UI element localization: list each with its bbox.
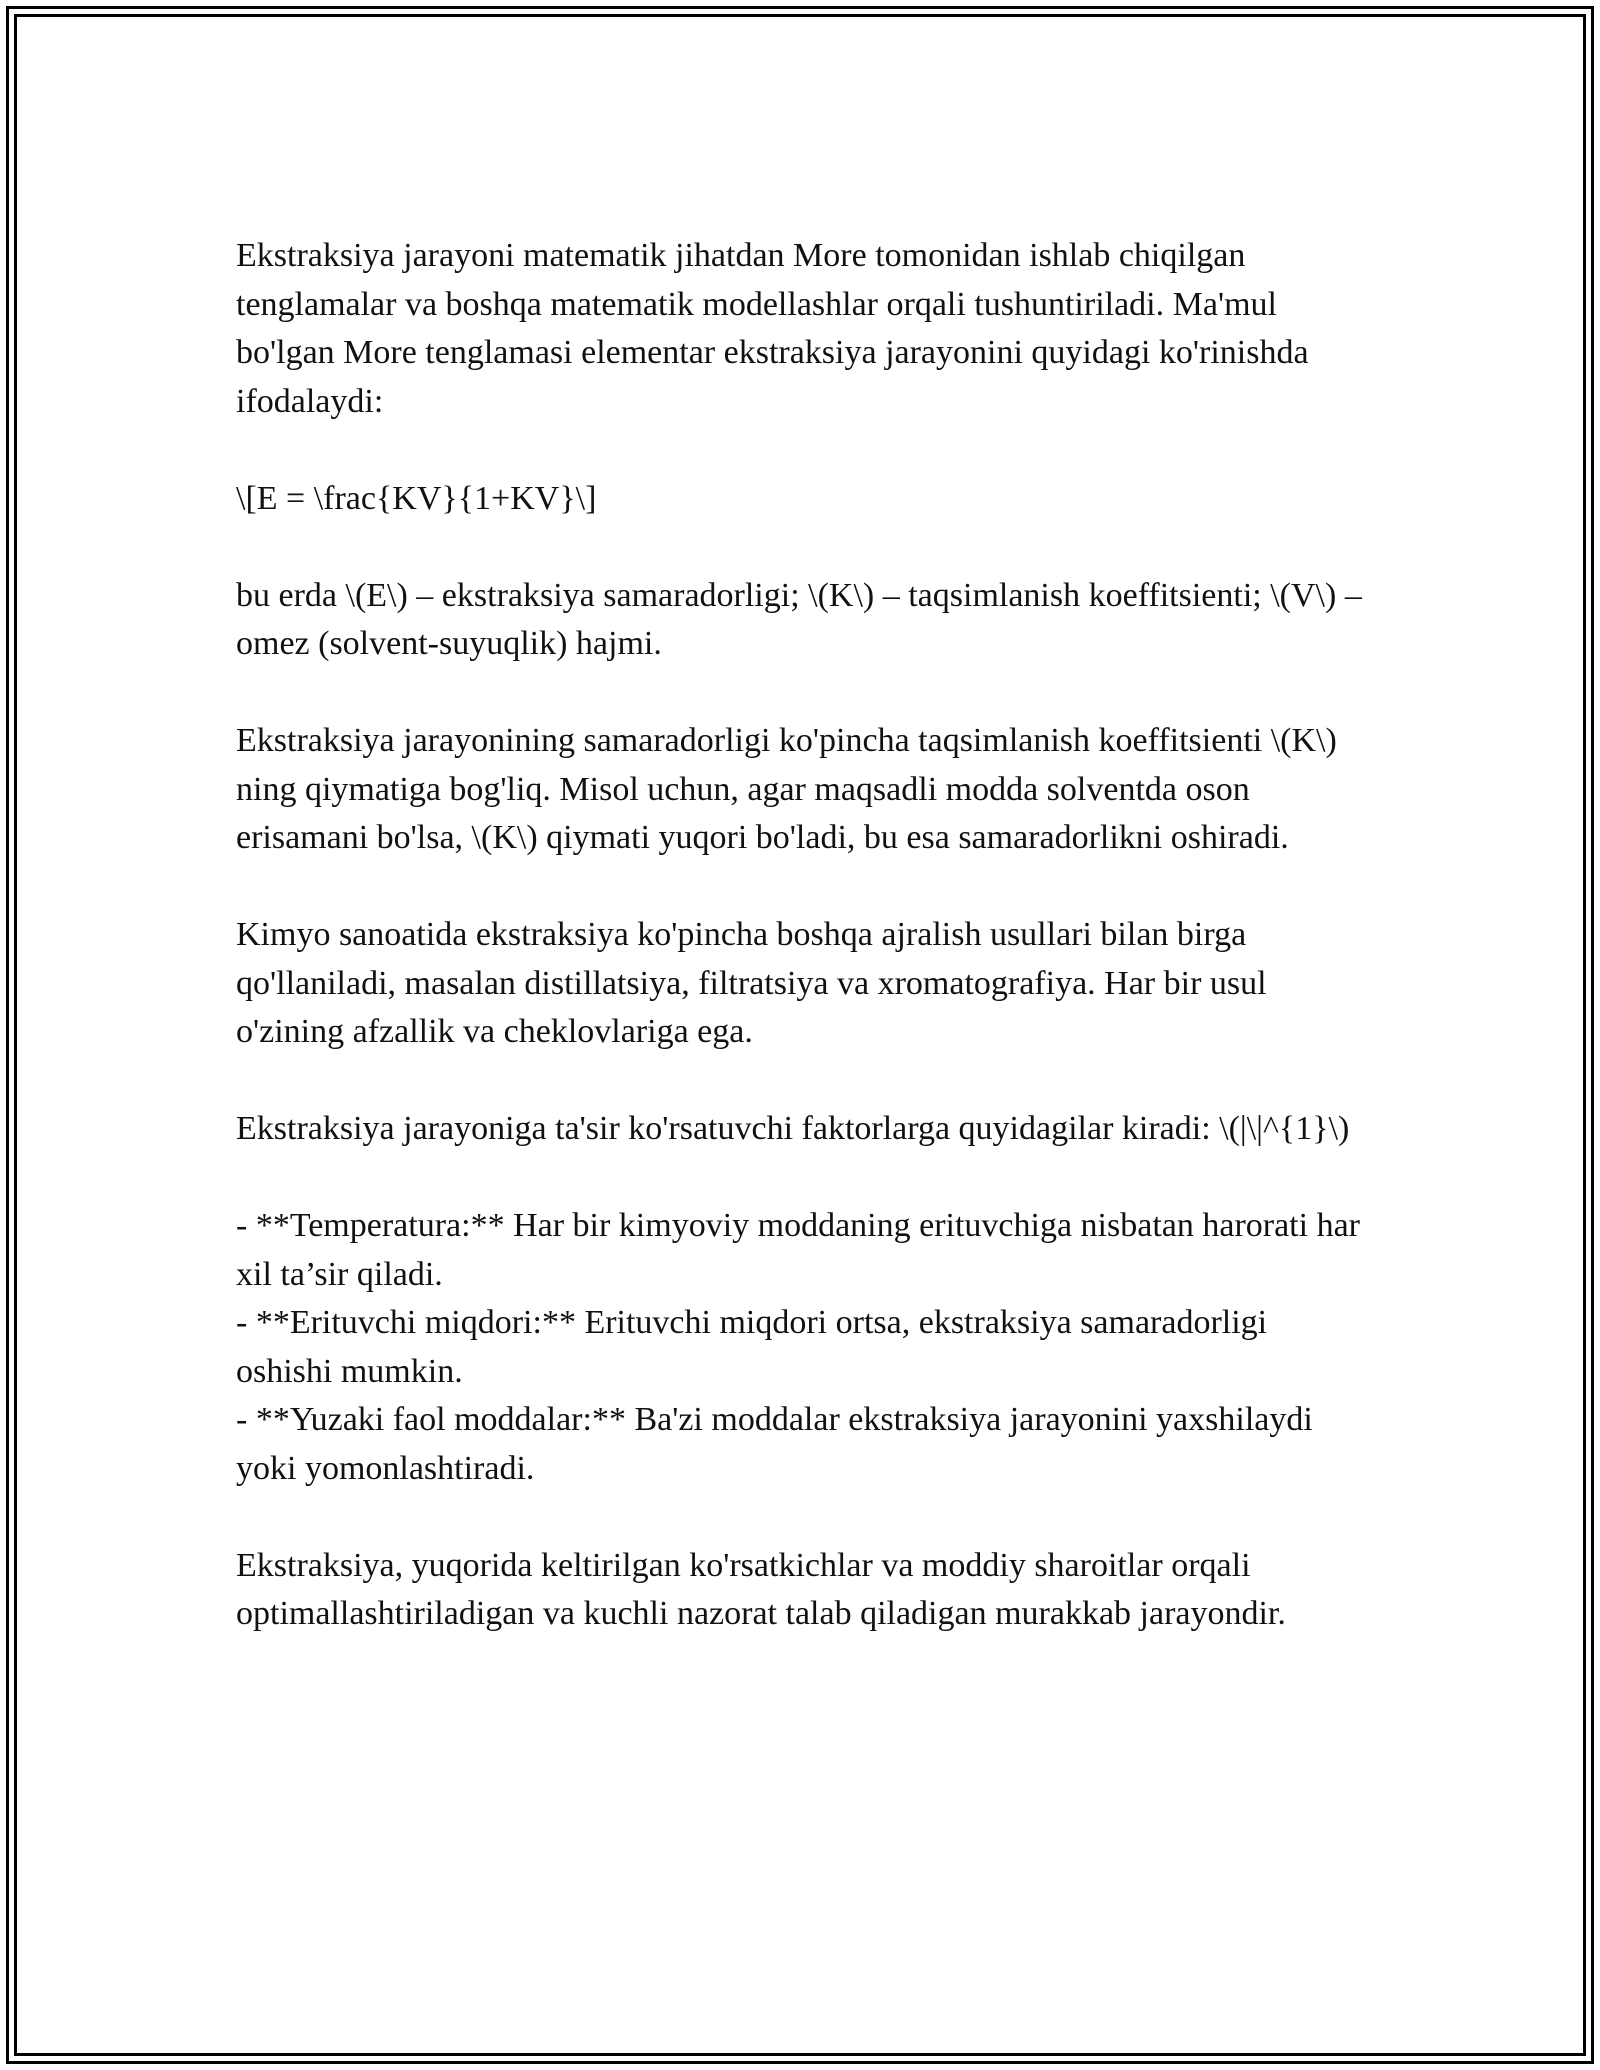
factors-list	[236, 1202, 1366, 1493]
document-body	[236, 232, 1366, 1687]
factors-intro-paragraph: Ekstraksiya jarayoniga ta'sir ko'rsatuvchi faktorlarga quyidagilar kiradi: \(|\|^{1}\)	[236, 1110, 1350, 1147]
industry-paragraph: Kimyo sanoatida ekstraksiya ko'pincha boshqa ajralish usullari bilan birga qo'llaniladi, masalan distillatsiya, filtratsiya va xromatografiya. Har bir usul o'zining afzallik va cheklovlariga ega.	[236, 916, 1267, 1050]
closing-paragraph: Ekstraksiya, yuqorida keltirilgan ko'rsatkichlar va moddiy sharoitlar orqali optimallashtiriladigan va kuchli nazorat talab qiladigan murakkab jarayondir.	[236, 1546, 1286, 1632]
efficiency-paragraph: Ekstraksiya jarayonining samaradorligi ko'pincha taqsimlanish koeffitsienti \(K\) ning qiymatiga bog'liq. Misol uchun, agar maqsadli modda solventda oson erisamani bo'lsa, \(K\) qiymati yuqori bo'ladi, bu esa samaradorlikni oshiradi.	[236, 722, 1337, 856]
equation: \[E = \frac{KV}{1+KV}\]	[236, 479, 597, 517]
intro-paragraph: Ekstraksiya jarayoni matematik jihatdan More tomonidan ishlab chiqilgan tenglamalar va boshqa matematik modellashlar orqali tushuntiriladi. Ma'mul bo'lgan More tenglamasi elementar ekstraksiya jarayonini quyidagi ko'rinishda ifodalaydi:	[236, 237, 1309, 420]
list-item: - **Temperatura:** Har bir kimyoviy moddaning erituvchiga nisbatan harorati har xil ta’sir qiladi.	[236, 1207, 1360, 1293]
list-item: - **Yuzaki faol moddalar:** Ba'zi moddalar ekstraksiya jarayonini yaxshilaydi yoki yomonlashtiradi.	[236, 1401, 1313, 1487]
variables-paragraph: bu erda \(E\) – ekstraksiya samaradorligi; \(K\) – taqsimlanish koeffitsienti; \(V\) – omez (solvent-suyuqlik) hajmi.	[236, 576, 1362, 662]
list-item: - **Erituvchi miqdori:** Erituvchi miqdori ortsa, ekstraksiya samaradorligi oshishi mumkin.	[236, 1304, 1268, 1390]
